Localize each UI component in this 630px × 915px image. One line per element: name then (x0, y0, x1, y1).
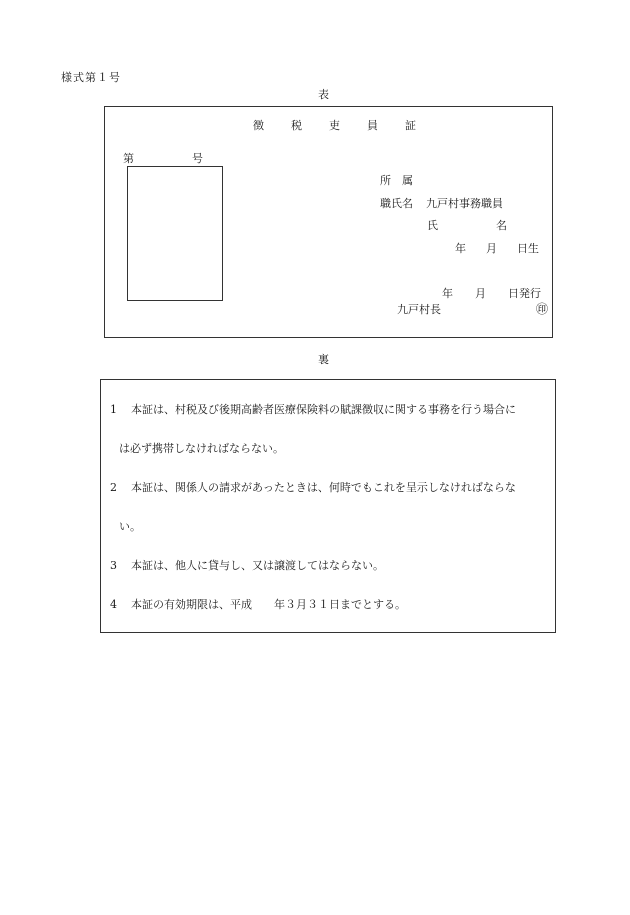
clause-number: 2 (110, 481, 117, 494)
card-title (253, 120, 416, 131)
name-given-label: 名 (496, 219, 507, 232)
name-family-label: 氏 (427, 219, 438, 232)
clause-2-continued: い。 (119, 520, 141, 533)
photo-frame (127, 166, 223, 301)
mayor-label: 九戸村長 (397, 303, 441, 316)
job-title-row (380, 198, 503, 209)
front-side-title: 表 (318, 88, 329, 101)
clause-text: 本証は、関係人の請求があったときは、何時でもこれを呈示しなければならな (131, 481, 516, 494)
number-suffix: 号 (192, 152, 203, 165)
clause-number: 3 (110, 559, 117, 572)
number-prefix: 第 (123, 152, 134, 165)
clause-1 (110, 404, 516, 415)
card-title-char: 吏 (329, 119, 340, 132)
birth-month-label: 月 (486, 242, 497, 255)
name-row (427, 220, 507, 231)
clause-text: 本証の有効期限は、平成 年３月３１日までとする。 (131, 598, 406, 611)
card-title-char: 徴 (253, 119, 264, 132)
clause-1-continued: は必ず携帯しなければならない。 (119, 442, 284, 455)
card-back (100, 379, 556, 633)
clause-text: 本証は、他人に貸与し、又は譲渡してはならない。 (131, 559, 384, 572)
issue-day-label: 日発行 (508, 287, 541, 300)
issue-date-row (442, 288, 541, 299)
card-number-label (123, 153, 203, 164)
card-title-char: 税 (291, 119, 302, 132)
job-value: 九戸村事務職員 (426, 197, 503, 210)
clause-3 (110, 560, 384, 571)
birth-day-label: 日生 (517, 242, 539, 255)
clause-number: 1 (110, 403, 117, 416)
card-title-char: 証 (405, 119, 416, 132)
issue-month-label: 月 (475, 287, 486, 300)
seal-mark: ㊞ (536, 302, 549, 316)
affiliation-label: 所 属 (380, 174, 413, 187)
clause-2 (110, 482, 516, 493)
clause-number: 4 (110, 598, 117, 611)
job-label: 職氏名 (380, 197, 413, 210)
back-side-title: 裏 (318, 353, 329, 366)
card-title-char: 員 (367, 119, 378, 132)
birth-year-label: 年 (455, 242, 466, 255)
form-number-label: 様式第１号 (61, 71, 121, 84)
clause-text: 本証は、村税及び後期高齢者医療保険料の賦課徴収に関する事務を行う場合に (131, 403, 516, 416)
issue-year-label: 年 (442, 287, 453, 300)
birth-date-row (455, 243, 539, 254)
clause-4 (110, 599, 406, 610)
